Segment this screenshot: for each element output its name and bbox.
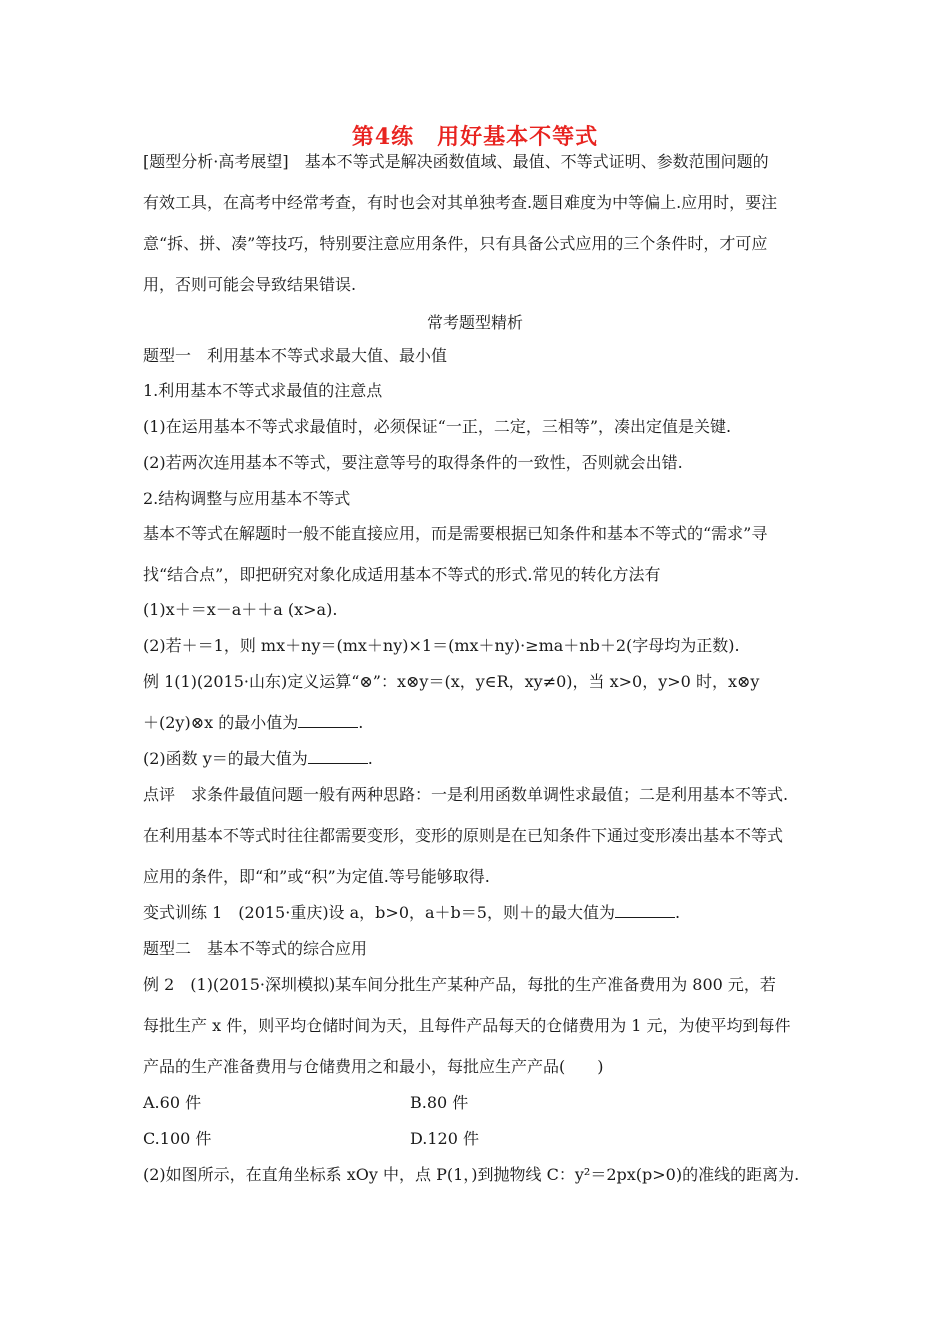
page-title: 第4练 用好基本不等式 [351,124,599,150]
formula-2: (2)若＋＝1，则 mx＋ny＝(mx＋ny)×1＝(mx＋ny)·≥ma＋nb＋2(字母均为正数). [143,636,740,655]
example2-part2: (2)如图所示，在直角坐标系 xOy 中，点 P(1，)到抛物线 C：y²＝2px(p>0)的准线的距离为. [143,1165,800,1184]
option-b: B.80 件 [410,1093,469,1112]
answer-blank [308,749,368,764]
type2-heading: 题型二 基本不等式的综合应用 [143,939,368,958]
example1-line-3-text: (2)函数 y＝的最大值为 [143,749,308,768]
example1-line-1: 例 1(1)(2015·山东)定义运算“⊗”：x⊗y＝(x，y∈R，xy≠0)，当 x>0，y>0 时，x⊗y [143,672,760,691]
example2-line-3: 产品的生产准备费用与仓储费用之和最小，每批应生产产品( ) [143,1057,604,1076]
type1-point2-text-1: 基本不等式在解题时一般不能直接应用，而是需要根据已知条件和基本不等式的“需求”寻 [143,524,768,543]
intro-line-4: 用，否则可能会导致结果错误. [143,275,357,294]
intro-line-2: 有效工具，在高考中经常考查，有时也会对其单独考查.题目难度为中等偏上.应用时，要注 [143,193,778,212]
drill-1-end: . [674,903,681,922]
type1-point1-item1: (1)在运用基本不等式求最值时，必须保证“一正，二定，三相等”，凑出定值是关键. [143,417,732,436]
answer-blank [615,903,675,918]
type1-heading: 题型一 利用基本不等式求最大值、最小值 [143,346,448,365]
intro-line-1: [题型分析·高考展望] 基本不等式是解决函数值域、最值、不等式证明、参数范围问题的 [143,152,769,171]
example2-line-1: 例 2 (1)(2015·深圳模拟)某车间分批生产某种产品，每批的生产准备费用为 800 元，若 [143,975,776,994]
example1-line-3 [143,749,373,769]
type1-point1-item2: (2)若两次连用基本不等式，要注意等号的取得条件的一致性，否则就会出错. [143,453,683,472]
drill-1-text: 变式训练 1 (2015·重庆)设 a，b>0，a＋b＝5，则＋的最大值为 [143,903,615,922]
option-a: A.60 件 [143,1093,202,1112]
answer-blank [298,713,358,728]
drill-1 [143,903,680,923]
formula-1: (1)x＋＝x－a＋＋a (x>a). [143,600,338,619]
comment-line-3: 应用的条件，即“和”或“积”为定值.等号能够取得. [143,867,490,886]
type1-point1: 1.利用基本不等式求最值的注意点 [143,381,383,400]
option-d: D.120 件 [410,1129,479,1148]
example1-line-2-end: . [358,713,364,732]
section-heading: 常考题型精析 [426,313,523,332]
intro-line-3: 意“拆、拼、凑”等技巧，特别要注意应用条件，只有具备公式应用的三个条件时，才可应 [143,234,768,253]
example1-line-2-text: ＋(2y)⊗x 的最小值为 [143,713,299,732]
example1-line-2 [143,713,363,733]
example2-line-2: 每批生产 x 件，则平均仓储时间为天，且每件产品每天的仓储费用为 1 元，为使平均到每件 [143,1016,791,1035]
type1-point2: 2.结构调整与应用基本不等式 [143,489,351,508]
option-c: C.100 件 [143,1129,212,1148]
comment-line-1: 点评 求条件最值问题一般有两种思路：一是利用函数单调性求最值；二是利用基本不等式. [143,785,789,804]
comment-line-2: 在利用基本不等式时往往都需要变形，变形的原则是在已知条件下通过变形凑出基本不等式 [143,826,784,845]
example1-line-3-end: . [367,749,373,768]
type1-point2-text-2: 找“结合点”，即把研究对象化成适用基本不等式的形式.常见的转化方法有 [143,565,661,584]
